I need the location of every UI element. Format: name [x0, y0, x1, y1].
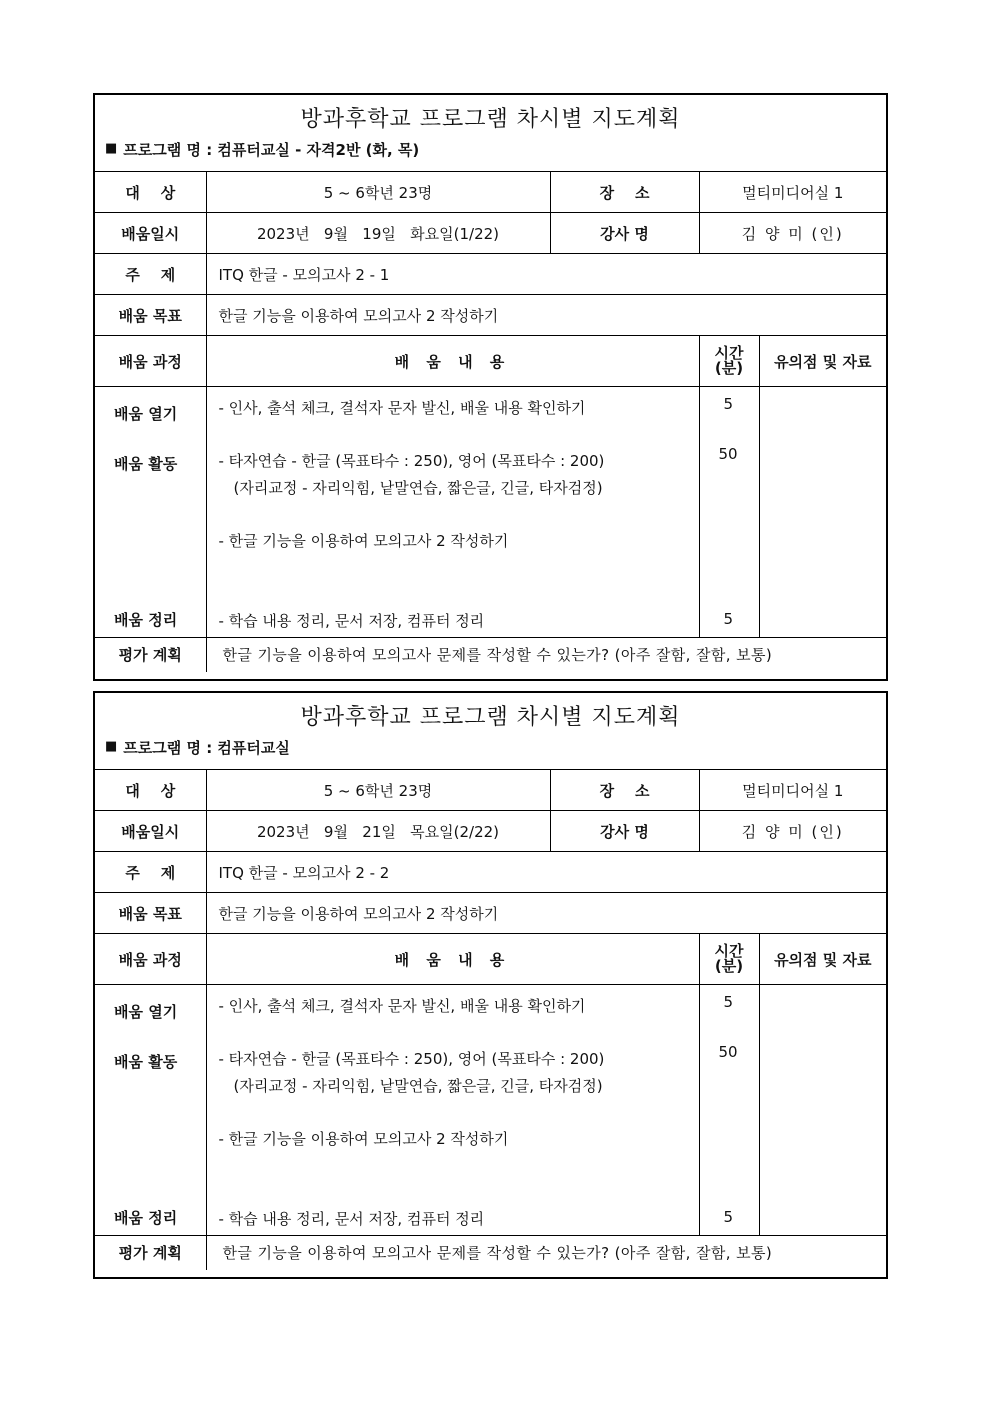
process-body-row [95, 387, 886, 638]
step-activity: 배움 활동 [114, 1053, 178, 1071]
content-activity-3: - 한글 기능을 이용하여 모의고사 2 작성하기 [218, 1130, 509, 1148]
square-bullet-icon: ■ [105, 739, 118, 754]
time-activity: 50 [718, 445, 738, 463]
time-header-2: (분) [714, 359, 744, 377]
step-open: 배움 열기 [114, 405, 178, 423]
topic-label: 주 제 [95, 852, 206, 893]
time-header-1: 시간 [714, 942, 744, 960]
goal-row [95, 893, 886, 934]
place-value: 멀티미디어실 1 [699, 770, 886, 811]
content-activity-2: (자리교정 - 자리익힘, 낱말연습, 짧은글, 긴글, 타자검정) [233, 479, 603, 497]
eval-value: 한글 기능을 이용하여 모의고사 문제를 작성할 수 있는가? (아주 잘함, 잘함, 보통) [206, 638, 886, 672]
notes-cell [759, 985, 886, 1236]
eval-row [95, 1236, 886, 1270]
time-close: 5 [723, 610, 734, 628]
program-name-row [95, 139, 886, 171]
goal-label: 배움 목표 [95, 893, 206, 934]
process-header-row [95, 336, 886, 387]
teacher-value: 김 양 미 (인) [699, 213, 886, 254]
content-close: - 학습 내용 정리, 문서 저장, 컴퓨터 정리 [218, 1210, 485, 1228]
target-value: 5 ~ 6학년 23명 [206, 770, 550, 811]
topic-row [95, 852, 886, 893]
date-row [95, 213, 886, 254]
lesson-plan-1 [93, 93, 888, 681]
lesson-plan-2 [93, 691, 888, 1279]
process-times-cell [699, 387, 759, 638]
plan-table [95, 171, 886, 672]
process-content-cell [206, 985, 699, 1236]
target-row [95, 770, 886, 811]
time-header [699, 934, 759, 985]
target-label: 대 상 [95, 172, 206, 213]
square-bullet-icon: ■ [105, 141, 118, 156]
program-name: 프로그램 명 : 컴퓨터교실 - 자격2반 (화, 목) [123, 141, 420, 159]
time-activity: 50 [718, 1043, 738, 1061]
eval-value: 한글 기능을 이용하여 모의고사 문제를 작성할 수 있는가? (아주 잘함, 잘함, 보통) [206, 1236, 886, 1270]
process-times-cell [699, 985, 759, 1236]
step-close: 배움 정리 [114, 611, 178, 629]
topic-value: ITQ 한글 - 모의고사 2 - 2 [206, 852, 886, 893]
target-label: 대 상 [95, 770, 206, 811]
notes-cell [759, 387, 886, 638]
time-header-2: (분) [714, 957, 744, 975]
place-label: 장 소 [550, 172, 699, 213]
place-value: 멀티미디어실 1 [699, 172, 886, 213]
process-steps-cell [95, 985, 206, 1236]
goal-value: 한글 기능을 이용하여 모의고사 2 작성하기 [206, 893, 886, 934]
content-header: 배 움 내 용 [206, 934, 699, 985]
notes-header: 유의점 및 자료 [759, 934, 886, 985]
goal-row [95, 295, 886, 336]
teacher-label: 강사 명 [550, 811, 699, 852]
target-row [95, 172, 886, 213]
step-open: 배움 열기 [114, 1003, 178, 1021]
process-content-cell [206, 387, 699, 638]
topic-value: ITQ 한글 - 모의고사 2 - 1 [206, 254, 886, 295]
program-name-row [95, 737, 886, 769]
process-header: 배움 과정 [95, 336, 206, 387]
plan-title: 방과후학교 프로그램 차시별 지도계획 [300, 704, 681, 730]
plan-table [95, 769, 886, 1270]
plan-title: 방과후학교 프로그램 차시별 지도계획 [300, 106, 681, 132]
time-open: 5 [723, 993, 734, 1011]
content-open: - 인사, 출석 체크, 결석자 문자 발신, 배울 내용 확인하기 [218, 399, 586, 417]
content-activity-1: - 타자연습 - 한글 (목표타수 : 250), 영어 (목표타수 : 200) [218, 452, 605, 470]
process-steps-cell [95, 387, 206, 638]
content-activity-1: - 타자연습 - 한글 (목표타수 : 250), 영어 (목표타수 : 200) [218, 1050, 605, 1068]
program-name: 프로그램 명 : 컴퓨터교실 [123, 739, 290, 757]
goal-value: 한글 기능을 이용하여 모의고사 2 작성하기 [206, 295, 886, 336]
place-label: 장 소 [550, 770, 699, 811]
content-header: 배 움 내 용 [206, 336, 699, 387]
process-header: 배움 과정 [95, 934, 206, 985]
content-activity-3: - 한글 기능을 이용하여 모의고사 2 작성하기 [218, 532, 509, 550]
target-value: 5 ~ 6학년 23명 [206, 172, 550, 213]
notes-header: 유의점 및 자료 [759, 336, 886, 387]
step-close: 배움 정리 [114, 1209, 178, 1227]
content-open: - 인사, 출석 체크, 결석자 문자 발신, 배울 내용 확인하기 [218, 997, 586, 1015]
time-header-1: 시간 [714, 344, 744, 362]
teacher-value: 김 양 미 (인) [699, 811, 886, 852]
step-activity: 배움 활동 [114, 455, 178, 473]
time-open: 5 [723, 395, 734, 413]
process-body-row [95, 985, 886, 1236]
goal-label: 배움 목표 [95, 295, 206, 336]
date-value: 2023년 9월 21일 목요일(2/22) [206, 811, 550, 852]
eval-label: 평가 계획 [95, 1236, 206, 1270]
date-label: 배움일시 [95, 811, 206, 852]
topic-row [95, 254, 886, 295]
process-header-row [95, 934, 886, 985]
content-activity-2: (자리교정 - 자리익힘, 낱말연습, 짧은글, 긴글, 타자검정) [233, 1077, 603, 1095]
date-label: 배움일시 [95, 213, 206, 254]
topic-label: 주 제 [95, 254, 206, 295]
eval-label: 평가 계획 [95, 638, 206, 672]
time-close: 5 [723, 1208, 734, 1226]
content-close: - 학습 내용 정리, 문서 저장, 컴퓨터 정리 [218, 612, 485, 630]
eval-row [95, 638, 886, 672]
date-row [95, 811, 886, 852]
time-header [699, 336, 759, 387]
teacher-label: 강사 명 [550, 213, 699, 254]
date-value: 2023년 9월 19일 화요일(1/22) [206, 213, 550, 254]
